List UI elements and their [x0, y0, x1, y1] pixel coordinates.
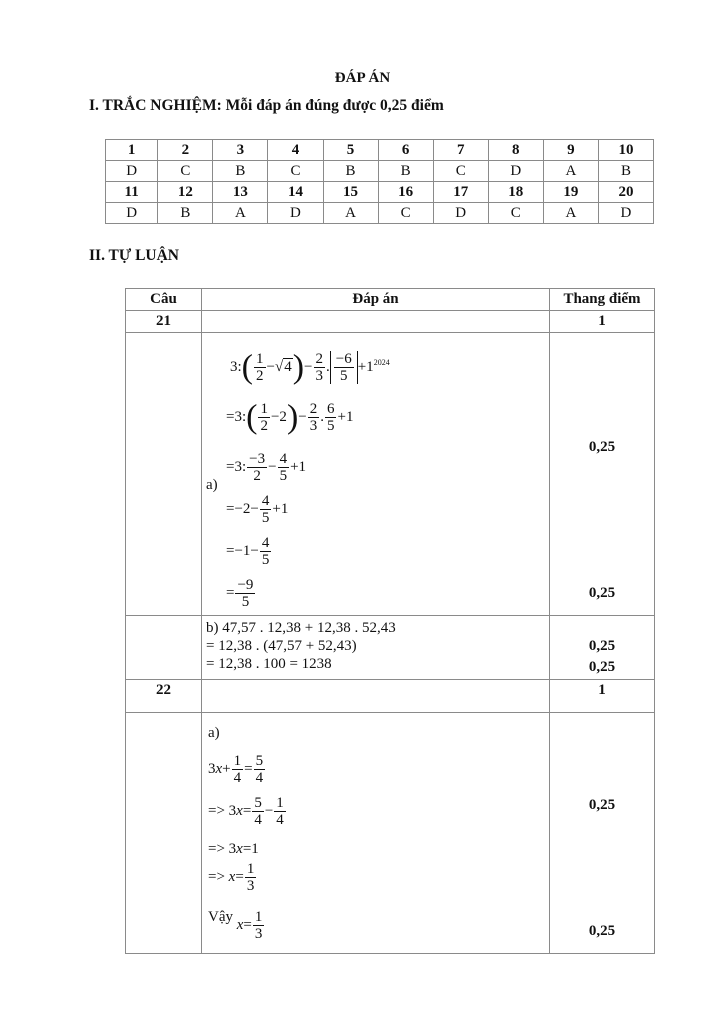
header-answer: Đáp án [202, 289, 550, 311]
document-title: ĐÁP ÁN [334, 70, 391, 86]
question-number-cell: 13 [213, 182, 268, 203]
section-essay-heading: II. TỰ LUẬN [89, 247, 180, 264]
question-number-cell: 12 [158, 182, 213, 203]
q21-line-6: = $\frac{-9}{5}$ [226, 577, 254, 610]
answer-cell: D [488, 161, 543, 182]
q21-line-4: =−2− $\frac{4}{5}$ +1 [226, 493, 289, 526]
q22-line-5: Vậy x= $\frac{1}{3}$ [208, 909, 263, 942]
question-21-part-b-solution [202, 616, 549, 679]
question-number-cell: 3 [213, 140, 268, 161]
q22-line-4: => x= $\frac{1}{3}$ [208, 861, 255, 894]
question-22-part-a-row [126, 713, 655, 954]
answer-cell: B [158, 203, 213, 224]
question-number-cell: 20 [598, 182, 653, 203]
q22-a-score-1: 0,25 [588, 797, 616, 813]
question-21-number: 21 [126, 311, 202, 333]
answer-cell: A [323, 203, 378, 224]
answer-row [106, 203, 654, 224]
question-number-cell: 2 [158, 140, 213, 161]
question-21-row [126, 311, 655, 333]
question-number-cell: 10 [598, 140, 653, 161]
answer-cell: B [323, 161, 378, 182]
question-number-cell: 5 [323, 140, 378, 161]
question-number-cell: 19 [543, 182, 598, 203]
answer-cell: C [433, 161, 488, 182]
header-score: Thang điểm [550, 289, 655, 311]
answer-cell: A [543, 203, 598, 224]
question-number-row [106, 140, 654, 161]
question-22-row [126, 680, 655, 713]
q21-b-score-1: 0,25 [588, 638, 616, 654]
q21-line-5: =−1− $\frac{4}{5}$ [226, 535, 270, 568]
question-number-cell: 9 [543, 140, 598, 161]
answer-cell: D [433, 203, 488, 224]
question-number-cell: 8 [488, 140, 543, 161]
q22-line-3: => 3x=1 [208, 841, 259, 857]
question-number-cell: 4 [268, 140, 323, 161]
q21-b-score-2: 0,25 [588, 659, 616, 675]
part-a-label: a) [206, 477, 218, 493]
question-22-part-a-solution [202, 713, 549, 953]
answer-cell: D [106, 161, 158, 182]
question-number-cell: 17 [433, 182, 488, 203]
answer-row [106, 161, 654, 182]
q21-a-score-1: 0,25 [588, 439, 616, 455]
question-21-part-b-row [126, 616, 655, 680]
question-number-cell: 6 [378, 140, 433, 161]
essay-answer-table [125, 288, 655, 954]
question-22-total: 1 [550, 680, 655, 713]
header-question: Câu [126, 289, 202, 311]
question-22-number: 22 [126, 680, 202, 713]
q21-line-2: =3:( $\frac{1}{2}$ −2)− $\frac{2}{3}$ . $\frac{6}{5}$ +1 [226, 398, 354, 436]
answer-cell: C [378, 203, 433, 224]
q21-b-line-3: = 12,38 . 100 = 1238 [206, 656, 332, 672]
question-number-cell: 11 [106, 182, 158, 203]
answer-cell: D [598, 203, 653, 224]
q22-part-a-label: a) [208, 725, 220, 741]
q21-line-1: 3:( $\frac{1}{2}$ −√4)− $\frac{2}{3}$ . $\frac{-6}{5}$ $+1^{2024}$ [230, 348, 390, 386]
answer-cell: B [213, 161, 268, 182]
answer-cell: C [488, 203, 543, 224]
answer-cell: D [268, 203, 323, 224]
q21-b-line-1: b) 47,57 . 12,38 + 12,38 . 52,43 [206, 620, 396, 636]
question-number-cell: 7 [433, 140, 488, 161]
answer-cell: D [106, 203, 158, 224]
q22-line-2: => 3x= $\frac{5}{4}$ − $\frac{1}{4}$ [208, 795, 284, 828]
q21-line-3: =3: $\frac{-3}{2}$ − $\frac{4}{5}$ +1 [226, 451, 307, 484]
answer-cell: B [378, 161, 433, 182]
question-number-cell: 16 [378, 182, 433, 203]
answer-cell: A [213, 203, 268, 224]
question-number-cell: 14 [268, 182, 323, 203]
section-multiple-choice-heading: I. TRẮC NGHIỆM: Mỗi đáp án đúng được 0,25 điểm [89, 97, 444, 114]
answer-cell: C [158, 161, 213, 182]
question-21-total: 1 [550, 311, 655, 333]
answer-cell: B [598, 161, 653, 182]
multiple-choice-answer-table [105, 139, 654, 224]
question-number-row [106, 182, 654, 203]
answer-cell: A [543, 161, 598, 182]
q21-a-score-2: 0,25 [588, 585, 616, 601]
question-21-part-a-row [126, 333, 655, 616]
question-number-cell: 18 [488, 182, 543, 203]
q22-line-1: 3x+ $\frac{1}{4}$ = $\frac{5}{4}$ [208, 753, 264, 786]
question-number-cell: 1 [106, 140, 158, 161]
question-21-part-a-solution [202, 333, 549, 615]
q21-b-line-2: = 12,38 . (47,57 + 52,43) [206, 638, 357, 654]
q22-a-score-2: 0,25 [588, 923, 616, 939]
answer-cell: C [268, 161, 323, 182]
conclusion-word: Vậy [208, 909, 233, 925]
question-number-cell: 15 [323, 182, 378, 203]
essay-header-row [126, 289, 655, 311]
